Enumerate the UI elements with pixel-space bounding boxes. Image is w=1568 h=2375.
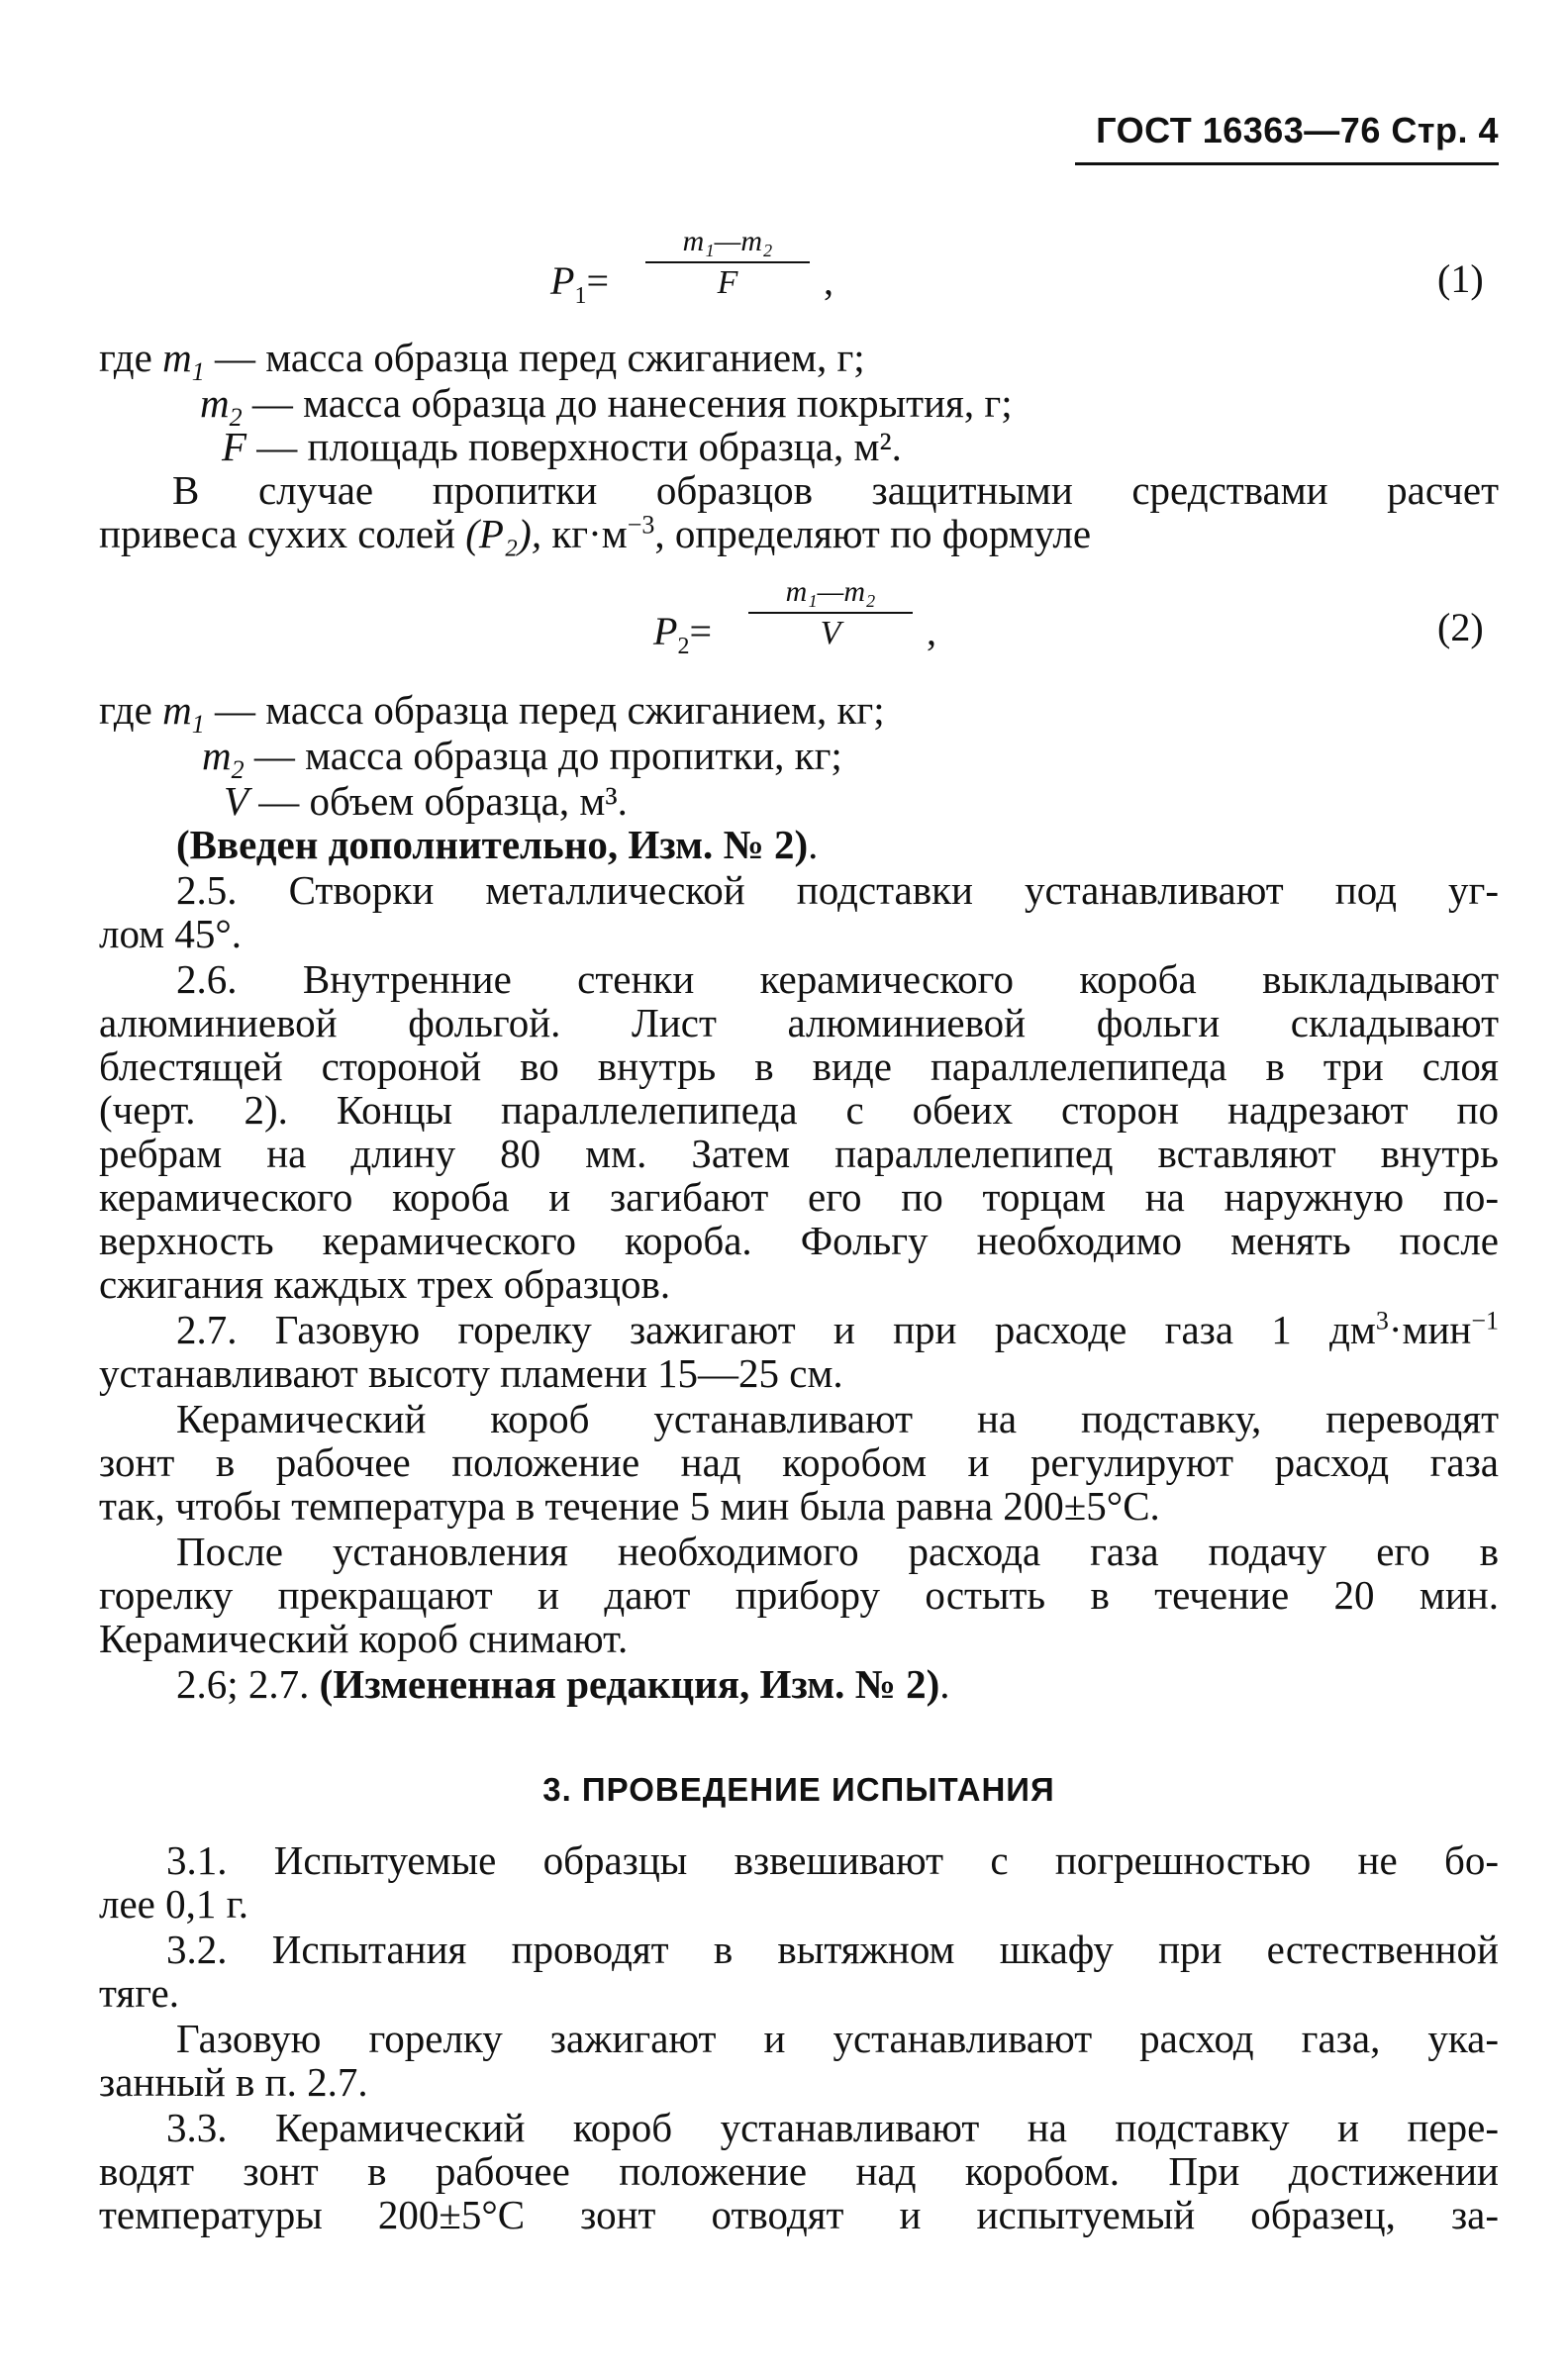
formula-1 — [550, 224, 847, 323]
formula-1-lhs: $P_1=$ — [550, 258, 609, 309]
paragraph-3-1-line2: лее 0,1 г. — [99, 1881, 249, 1927]
paragraph-3-3-line2: водят зонт в рабочее положение над коробом. При достижении — [99, 2148, 1499, 2194]
paragraph-2-6-line5: ребрам на длину 80 мм. Затем параллелепипед вставляют внутрь — [99, 1131, 1499, 1176]
paragraph-box-line3: так, чтобы температура в течение 5 мин была равна 200±5°С. — [99, 1483, 1160, 1529]
paragraph-gas-line1: Газовую горелку зажигают и устанавливают расход газа, ука- — [176, 2016, 1499, 2061]
paragraph-2-7-line1: 2.7. Газовую горелку зажигают и при расходе газа 1 $дм^3\cdot мин^{-1}$ — [176, 1306, 1499, 1352]
formula-1-numerator: m₁—m₂ — [645, 224, 810, 263]
paragraph-2-6-line8: сжигания каждых трех образцов. — [99, 1261, 671, 1307]
paragraph-2-5-line1: 2.5. Створки металлической подставки устанавливают под уг- — [176, 867, 1499, 913]
paragraph-2-6-line3: блестящей стороной во внутрь в виде параллелепипеда в три слоя — [99, 1043, 1499, 1089]
paragraph-2-6-line6: керамического короба и загибают его по торцам на наружную по- — [99, 1174, 1499, 1220]
paragraph-after-line2: горелку прекращают и дают прибору остыть в течение 20 мин. — [99, 1572, 1499, 1618]
formula-2-comma: , — [927, 609, 936, 653]
page-header: ГОСТ 16363—76 Стр. 4 — [1075, 109, 1499, 165]
paragraph-3-3-line1: 3.3. Керамический короб устанавливают на подставку и пере- — [166, 2105, 1499, 2150]
formula-1-denominator: F — [717, 264, 738, 301]
formula-2 — [653, 574, 950, 673]
formula-2-fraction — [748, 574, 913, 653]
formula-1-comma: , — [824, 258, 833, 303]
note-amendment-2: 2.6; 2.7. (Измененная редакция, Изм. № 2). — [176, 1661, 950, 1707]
def-2-V: V — объем образца, м³. — [224, 778, 628, 824]
def-1-m1: где $m_1$ — масса образца перед сжиганием, г; — [99, 335, 865, 387]
paragraph-3-2-line1: 3.2. Испытания проводят в вытяжном шкафу при естественной — [166, 1927, 1499, 1972]
paragraph-2-6-line4: (черт. 2). Концы параллелепипеда с обеих сторон надрезают по — [99, 1087, 1499, 1133]
paragraph-3-1-line1: 3.1. Испытуемые образцы взвешивают с погрешностью не бо- — [166, 1837, 1499, 1883]
note-amendment-1: (Введен дополнительно, Изм. № 2). — [176, 822, 819, 867]
paragraph-after-line3: Керамический короб снимают. — [99, 1616, 629, 1661]
equation-number-1: (1) — [1437, 256, 1484, 301]
paragraph-2-6-line7: верхность керамического короба. Фольгу необходимо менять после — [99, 1218, 1499, 1263]
formula-2-numerator: m₁—m₂ — [748, 574, 913, 614]
paragraph-after-line1: После установления необходимого расхода газа подачу его в — [176, 1529, 1499, 1574]
paragraph-2-6-line2: алюминиевой фольгой. Лист алюминиевой фольги складывают — [99, 1000, 1499, 1045]
paragraph-box-line2: зонт в рабочее положение над коробом и регулируют расход газа — [99, 1439, 1499, 1485]
paragraph-2-7-line2: устанавливают высоту пламени 15—25 см. — [99, 1350, 843, 1396]
def-2-m1: где $m_1$ — масса образца перед сжиганием, кг; — [99, 687, 885, 740]
paragraph-2-5-line2: лом 45°. — [99, 911, 243, 956]
paragraph-3-3-line3: температуры 200±5°С зонт отводят и испытуемый образец, за- — [99, 2192, 1499, 2237]
def-1-m2: $m_2$ — масса образца до нанесения покрытия, г; — [200, 380, 1013, 433]
formula-2-denominator: V — [820, 615, 841, 651]
paragraph-impregnation-line1: В случае пропитки образцов защитными средствами расчет — [172, 467, 1499, 513]
paragraph-box-line1: Керамический короб устанавливают на подставку, переводят — [176, 1396, 1499, 1441]
paragraph-2-6-line1: 2.6. Внутренние стенки керамического короба выкладывают — [176, 956, 1499, 1002]
section-heading: 3. ПРОВЕДЕНИЕ ИСПЫТАНИЯ — [542, 1771, 1055, 1808]
equation-number-2: (2) — [1437, 605, 1484, 649]
paragraph-gas-line2: занный в п. 2.7. — [99, 2059, 368, 2105]
def-2-m2: $m_2$ — масса образца до пропитки, кг; — [202, 733, 842, 785]
formula-2-lhs: $P_2=$ — [653, 609, 712, 659]
def-1-F: F — площадь поверхности образца, м². — [222, 424, 902, 469]
paragraph-impregnation-line2: привеса сухих солей (P₂), $кг\cdot м^{-3}$, определяют по формуле — [99, 510, 1092, 556]
formula-1-fraction — [645, 224, 810, 303]
paragraph-3-2-line2: тяге. — [99, 1970, 179, 2016]
